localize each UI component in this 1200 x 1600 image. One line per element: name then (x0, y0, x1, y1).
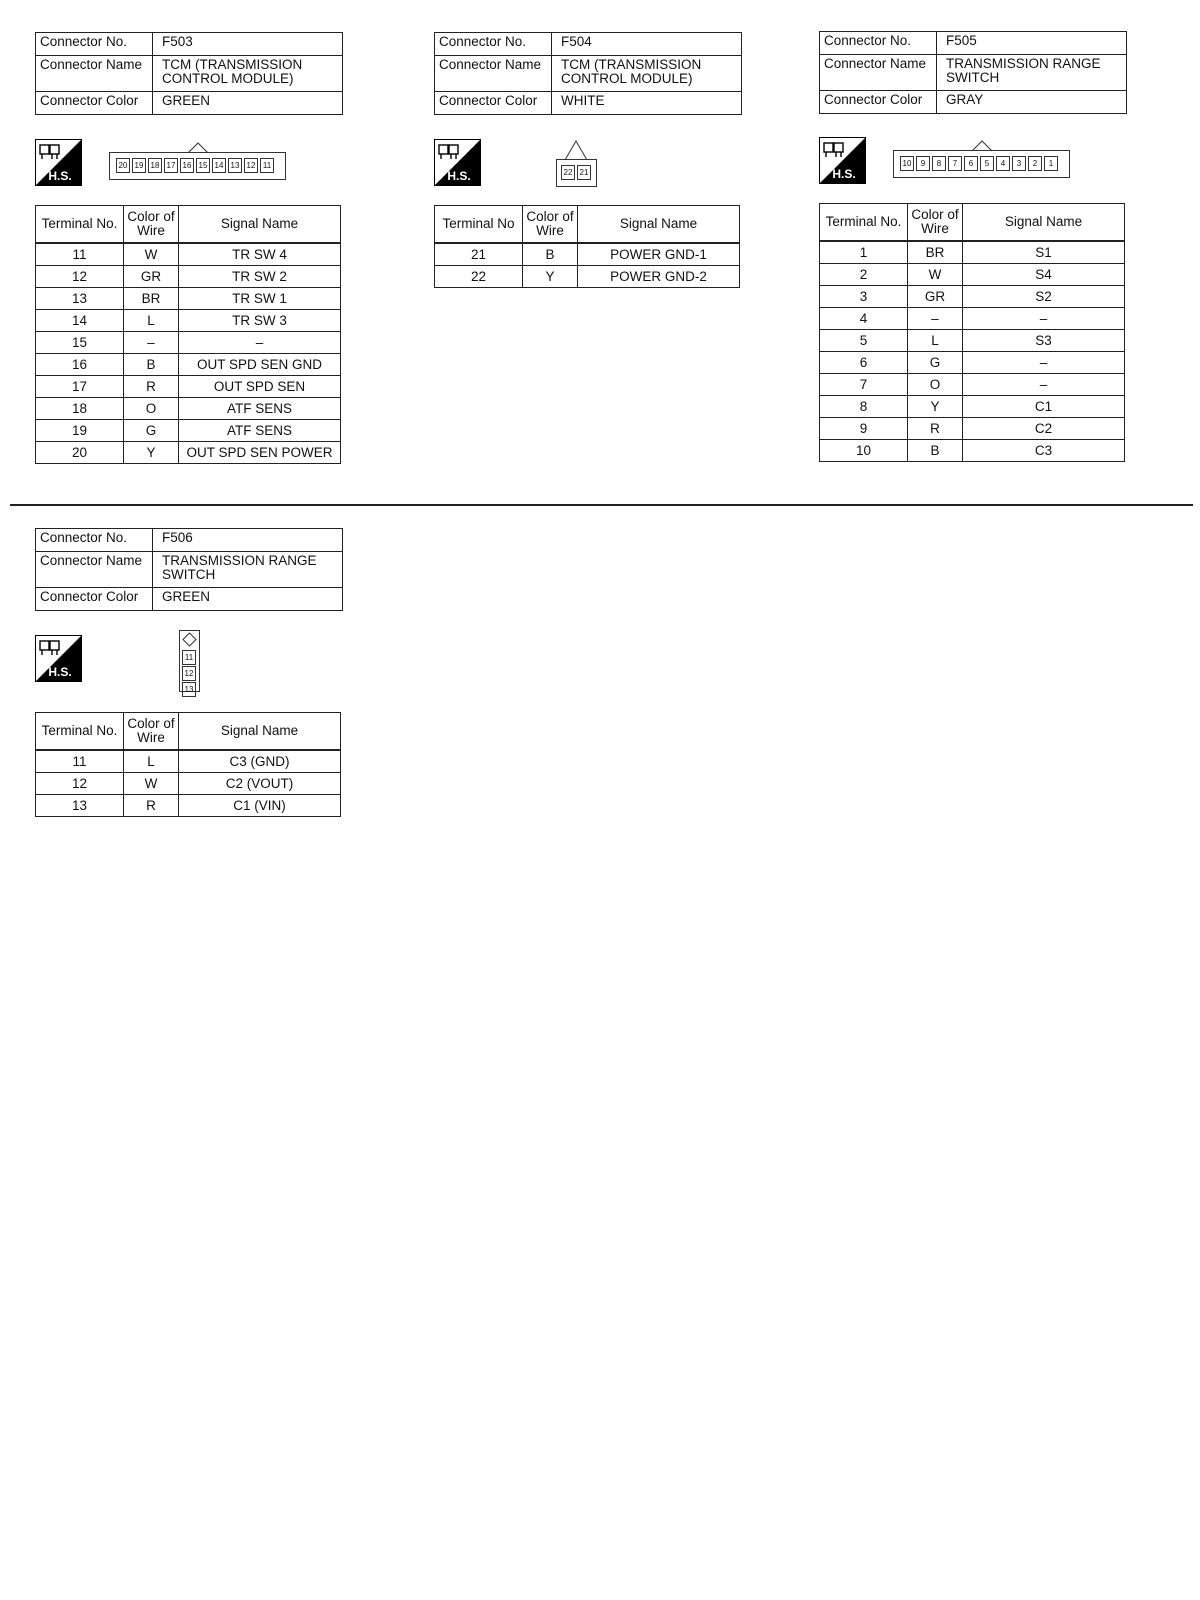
pin-6: 6 (964, 156, 978, 171)
connector-f503 (35, 32, 343, 115)
connector-no-value: F506 (153, 529, 343, 552)
signal-name: ATF SENS (179, 398, 341, 420)
terminal-table-f504 (434, 205, 740, 288)
wire-color: B (908, 440, 963, 462)
pin-19: 19 (132, 158, 146, 173)
table-row (820, 352, 1125, 374)
hs-badge-text: H.S. (832, 167, 856, 181)
wire-color: G (124, 420, 179, 442)
terminal-no: 17 (36, 376, 124, 398)
connector-name-value: TRANSMISSION RANGE SWITCH (153, 552, 343, 588)
harness-side-icon (35, 139, 82, 186)
table-row (36, 442, 341, 464)
table-row (36, 310, 341, 332)
connector-name-label: Connector Name (435, 56, 552, 92)
wire-color: G (908, 352, 963, 374)
connector-info-table (819, 31, 1127, 114)
signal-name: POWER GND-2 (578, 266, 740, 288)
signal-name: – (179, 332, 341, 354)
terminal-no: 11 (36, 750, 124, 773)
wire-color: W (908, 264, 963, 286)
terminal-table-f506 (35, 712, 341, 817)
connector-face-f504 (556, 159, 597, 187)
section-divider (10, 504, 1193, 506)
connector-f505 (819, 31, 1127, 114)
signal-name: C1 (VIN) (179, 795, 341, 817)
signal-name: OUT SPD SEN GND (179, 354, 341, 376)
terminal-no-header: Terminal No. (820, 204, 908, 242)
wire-color: L (124, 750, 179, 773)
table-row (36, 332, 341, 354)
table-row (820, 374, 1125, 396)
hs-badge-text: H.S. (48, 665, 72, 679)
signal-name: S2 (963, 286, 1125, 308)
signal-name-header: Signal Name (179, 713, 341, 751)
terminal-table-f503 (35, 205, 341, 464)
pin-15: 15 (196, 158, 210, 173)
pin-7: 7 (948, 156, 962, 171)
connector-name-value: TCM (TRANSMISSION CONTROL MODULE) (552, 56, 742, 92)
connector-no-value: F503 (153, 33, 343, 56)
connector-color-label: Connector Color (36, 588, 153, 611)
terminal-no: 14 (36, 310, 124, 332)
table-row (820, 241, 1125, 264)
terminal-no: 19 (36, 420, 124, 442)
table-row (820, 418, 1125, 440)
connector-name-value: TCM (TRANSMISSION CONTROL MODULE) (153, 56, 343, 92)
terminal-no: 18 (36, 398, 124, 420)
table-row (820, 264, 1125, 286)
connector-color-value: GREEN (153, 588, 343, 611)
table-row (36, 795, 341, 817)
terminal-no: 16 (36, 354, 124, 376)
terminal-no-header: Terminal No. (36, 206, 124, 244)
terminal-no: 4 (820, 308, 908, 330)
hs-badge-text: H.S. (447, 169, 471, 183)
pin-10: 10 (900, 156, 914, 171)
wire-color: L (124, 310, 179, 332)
connector-name-label: Connector Name (36, 56, 153, 92)
wire-color: O (908, 374, 963, 396)
terminal-no: 5 (820, 330, 908, 352)
connector-no-value: F504 (552, 33, 742, 56)
table-row (36, 773, 341, 795)
signal-name: TR SW 4 (179, 243, 341, 266)
terminal-no: 9 (820, 418, 908, 440)
pin-13: 13 (228, 158, 242, 173)
wire-color: GR (908, 286, 963, 308)
terminal-no: 7 (820, 374, 908, 396)
signal-name: S4 (963, 264, 1125, 286)
table-row (36, 420, 341, 442)
color-of-wire-header: Color of Wire (908, 204, 963, 242)
connector-face-f506 (179, 630, 200, 692)
signal-name: OUT SPD SEN POWER (179, 442, 341, 464)
terminal-no: 3 (820, 286, 908, 308)
wire-color: R (908, 418, 963, 440)
wire-color: R (124, 376, 179, 398)
wire-color: Y (908, 396, 963, 418)
wire-color: O (124, 398, 179, 420)
pin-12: 12 (244, 158, 258, 173)
table-row (820, 308, 1125, 330)
terminal-no: 12 (36, 773, 124, 795)
terminal-table-f505 (819, 203, 1125, 462)
pin-1: 1 (1044, 156, 1058, 171)
signal-name-header: Signal Name (578, 206, 740, 244)
connector-no-value: F505 (937, 32, 1127, 55)
color-of-wire-header: Color of Wire (124, 206, 179, 244)
terminal-no: 15 (36, 332, 124, 354)
signal-name: S3 (963, 330, 1125, 352)
terminal-no: 21 (435, 243, 523, 266)
connector-color-value: GRAY (937, 91, 1127, 114)
connector-name-label: Connector Name (820, 55, 937, 91)
wire-color: – (908, 308, 963, 330)
connector-info-table (434, 32, 742, 115)
signal-name: C3 (963, 440, 1125, 462)
signal-name: ATF SENS (179, 420, 341, 442)
color-of-wire-header: Color of Wire (124, 713, 179, 751)
pin-21: 21 (577, 165, 591, 180)
harness-side-icon (819, 137, 866, 184)
table-row (820, 440, 1125, 462)
wire-color: GR (124, 266, 179, 288)
terminal-no: 13 (36, 288, 124, 310)
pin-11: 11 (182, 650, 196, 665)
signal-name: C2 (963, 418, 1125, 440)
pin-8: 8 (932, 156, 946, 171)
pin-3: 3 (1012, 156, 1026, 171)
pin-12: 12 (182, 666, 196, 681)
connector-no-label: Connector No. (435, 33, 552, 56)
terminal-no: 1 (820, 241, 908, 264)
pin-17: 17 (164, 158, 178, 173)
connector-color-label: Connector Color (36, 92, 153, 115)
wire-color: W (124, 773, 179, 795)
wire-color: W (124, 243, 179, 266)
wire-color: Y (124, 442, 179, 464)
table-row (820, 396, 1125, 418)
wire-color: BR (908, 241, 963, 264)
pin-5: 5 (980, 156, 994, 171)
signal-name: TR SW 2 (179, 266, 341, 288)
pin-14: 14 (212, 158, 226, 173)
connector-color-value: WHITE (552, 92, 742, 115)
connector-name-value: TRANSMISSION RANGE SWITCH (937, 55, 1127, 91)
connector-color-value: GREEN (153, 92, 343, 115)
connector-f504 (434, 32, 742, 115)
pin-20: 20 (116, 158, 130, 173)
table-row (36, 398, 341, 420)
signal-name: TR SW 3 (179, 310, 341, 332)
signal-name: S1 (963, 241, 1125, 264)
signal-name: – (963, 308, 1125, 330)
terminal-no: 13 (36, 795, 124, 817)
pin-18: 18 (148, 158, 162, 173)
table-row (36, 288, 341, 310)
signal-name: TR SW 1 (179, 288, 341, 310)
table-row (36, 243, 341, 266)
connector-face-f503 (109, 152, 286, 180)
connector-f506 (35, 528, 343, 611)
signal-name: – (963, 374, 1125, 396)
table-row (820, 330, 1125, 352)
connector-color-label: Connector Color (820, 91, 937, 114)
connector-no-label: Connector No. (820, 32, 937, 55)
signal-name: C2 (VOUT) (179, 773, 341, 795)
wire-color: – (124, 332, 179, 354)
signal-name: C1 (963, 396, 1125, 418)
pin-13: 13 (182, 682, 196, 697)
pin-16: 16 (180, 158, 194, 173)
pin-2: 2 (1028, 156, 1042, 171)
terminal-no: 11 (36, 243, 124, 266)
connector-info-table (35, 528, 343, 611)
harness-side-icon (35, 635, 82, 682)
connector-color-label: Connector Color (435, 92, 552, 115)
connector-no-label: Connector No. (36, 33, 153, 56)
signal-name: OUT SPD SEN (179, 376, 341, 398)
table-row (36, 376, 341, 398)
wire-color: B (523, 243, 578, 266)
signal-name-header: Signal Name (963, 204, 1125, 242)
terminal-no: 2 (820, 264, 908, 286)
wire-color: B (124, 354, 179, 376)
wire-color: L (908, 330, 963, 352)
connector-face-f505 (893, 150, 1070, 178)
table-row (36, 354, 341, 376)
terminal-no-header: Terminal No. (36, 713, 124, 751)
connector-no-label: Connector No. (36, 529, 153, 552)
pin-4: 4 (996, 156, 1010, 171)
terminal-no: 12 (36, 266, 124, 288)
connector-name-label: Connector Name (36, 552, 153, 588)
wire-color: R (124, 795, 179, 817)
pin-9: 9 (916, 156, 930, 171)
terminal-no: 22 (435, 266, 523, 288)
table-row (36, 750, 341, 773)
terminal-no-header: Terminal No (435, 206, 523, 244)
harness-side-icon (434, 139, 481, 186)
signal-name: C3 (GND) (179, 750, 341, 773)
signal-name: POWER GND-1 (578, 243, 740, 266)
signal-name-header: Signal Name (179, 206, 341, 244)
table-row (435, 266, 740, 288)
pin-22: 22 (561, 165, 575, 180)
wire-color: Y (523, 266, 578, 288)
color-of-wire-header: Color of Wire (523, 206, 578, 244)
terminal-no: 6 (820, 352, 908, 374)
table-row (36, 266, 341, 288)
wire-color: BR (124, 288, 179, 310)
connector-info-table (35, 32, 343, 115)
hs-badge-text: H.S. (48, 169, 72, 183)
pin-11: 11 (260, 158, 274, 173)
table-row (435, 243, 740, 266)
terminal-no: 10 (820, 440, 908, 462)
terminal-no: 8 (820, 396, 908, 418)
signal-name: – (963, 352, 1125, 374)
terminal-no: 20 (36, 442, 124, 464)
table-row (820, 286, 1125, 308)
